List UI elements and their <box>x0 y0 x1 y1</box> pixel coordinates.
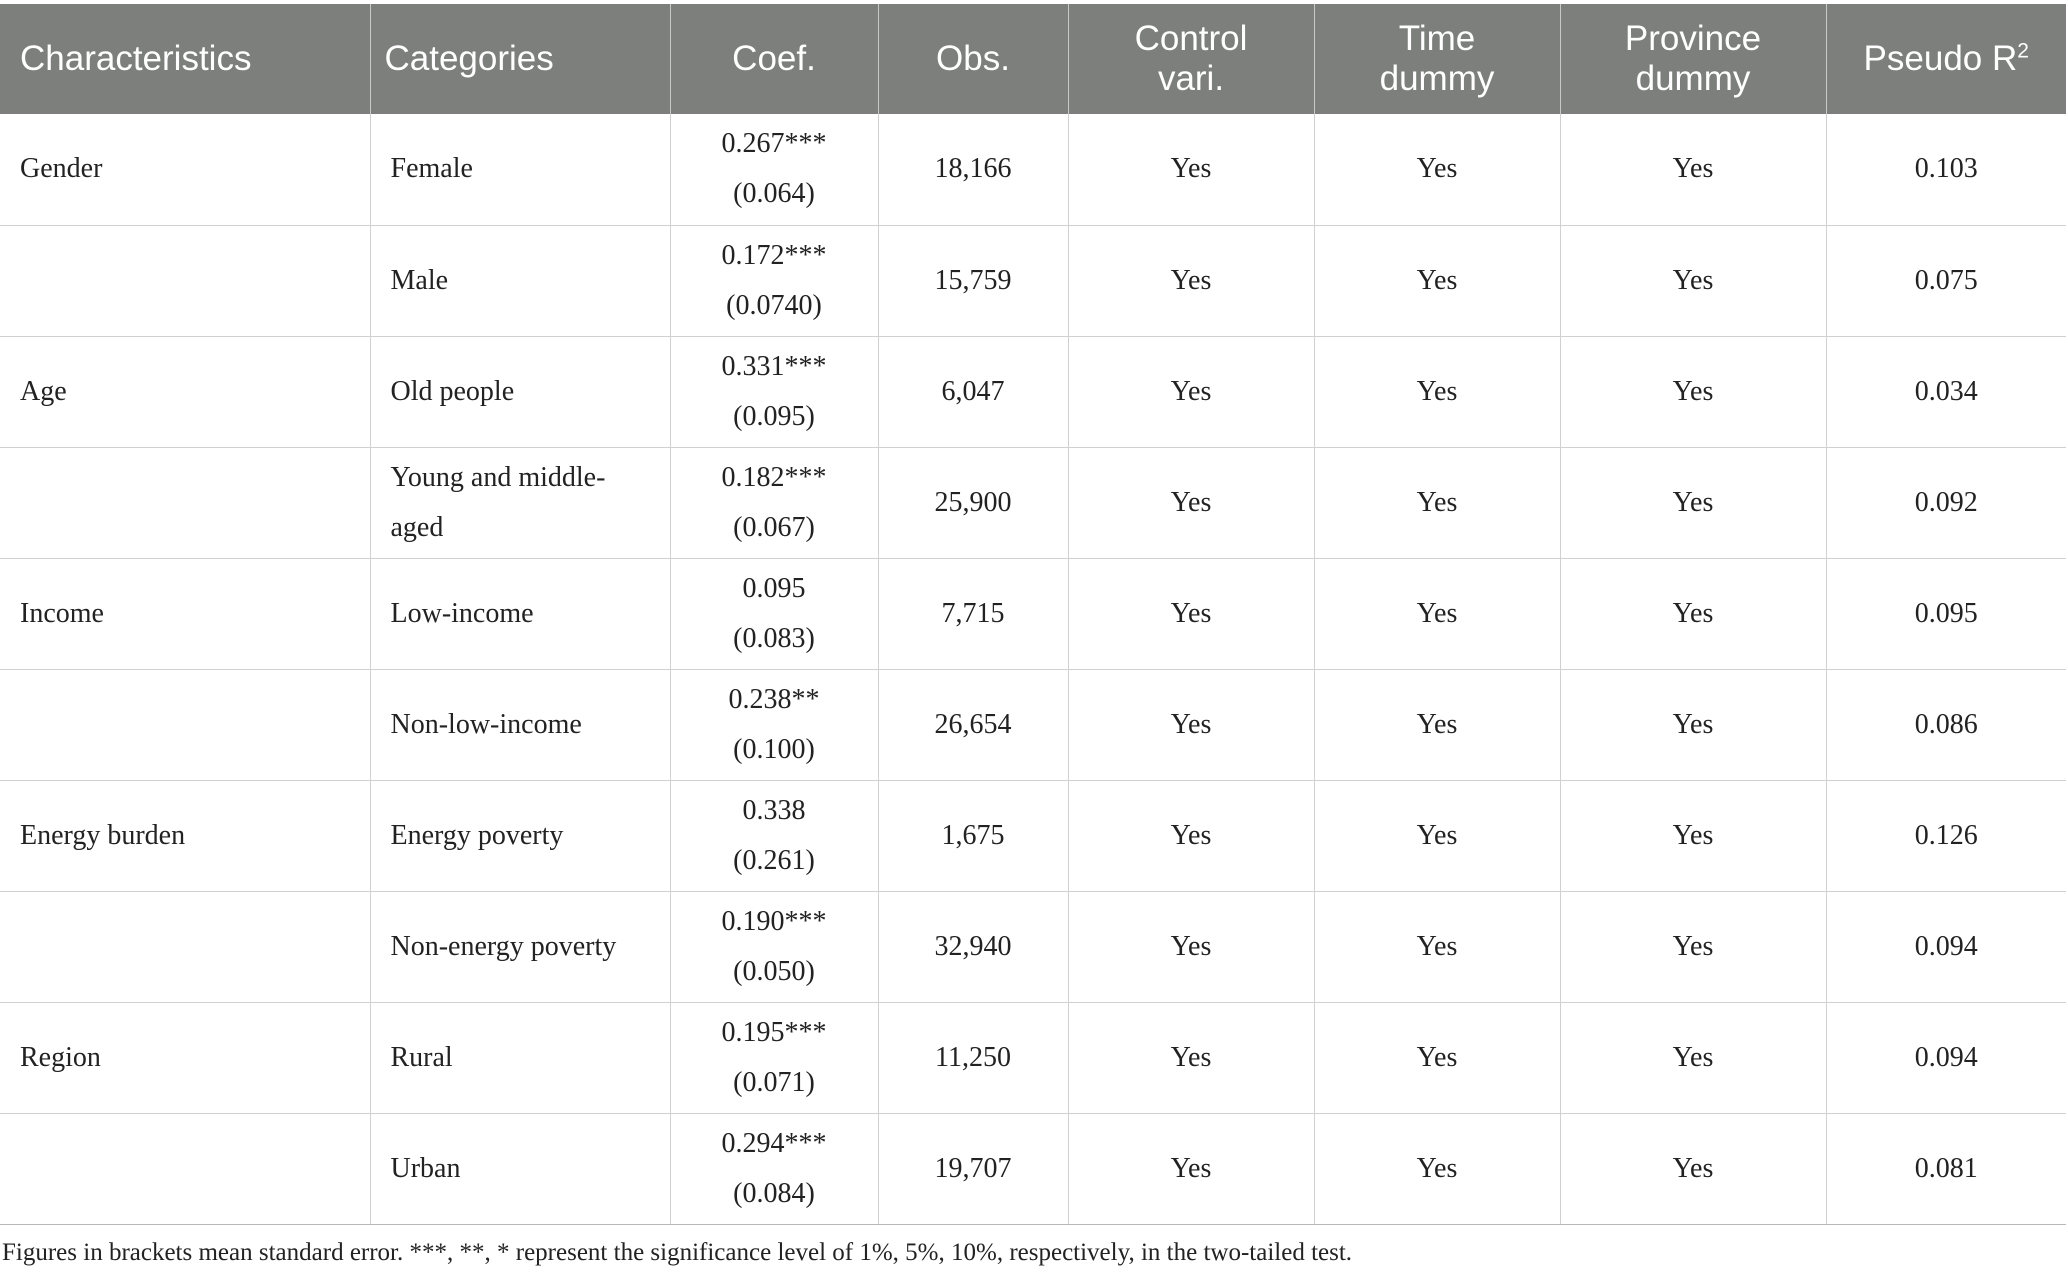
table-row <box>0 558 2066 669</box>
header-time-line1: Time <box>1398 19 1476 58</box>
coef-standard-error: (0.071) <box>733 1066 815 1098</box>
cell-control-variables: Yes <box>1068 1113 1314 1224</box>
header-province-dummy <box>1560 4 1826 114</box>
coef-estimate: 0.338 <box>742 794 806 826</box>
results-table <box>0 4 2066 1225</box>
cell-pseudo-r2: 0.086 <box>1826 669 2066 780</box>
cell-province-dummy: Yes <box>1560 780 1826 891</box>
coef-standard-error: (0.0740) <box>726 289 822 321</box>
coef-standard-error: (0.261) <box>733 844 815 876</box>
cell-province-dummy: Yes <box>1560 225 1826 336</box>
cell-characteristic <box>0 1113 370 1224</box>
header-coef: Coef. <box>670 4 878 114</box>
cell-time-dummy: Yes <box>1314 447 1560 558</box>
cell-coef <box>670 114 878 225</box>
cell-characteristic <box>0 891 370 1002</box>
cell-time-dummy: Yes <box>1314 336 1560 447</box>
header-pseudo-r-sup: 2 <box>2017 39 2029 63</box>
cell-obs: 25,900 <box>878 447 1068 558</box>
coef-estimate: 0.294*** <box>721 1127 827 1159</box>
cell-obs: 7,715 <box>878 558 1068 669</box>
cell-characteristic: Energy burden <box>0 780 370 891</box>
coef-estimate: 0.331*** <box>721 350 827 382</box>
cell-obs: 1,675 <box>878 780 1068 891</box>
table-row <box>0 447 2066 558</box>
cell-characteristic: Gender <box>0 114 370 225</box>
cell-obs: 32,940 <box>878 891 1068 1002</box>
cell-coef <box>670 1002 878 1113</box>
cell-time-dummy: Yes <box>1314 669 1560 780</box>
coef-standard-error: (0.064) <box>733 178 815 210</box>
cell-province-dummy: Yes <box>1560 447 1826 558</box>
cell-obs: 19,707 <box>878 1113 1068 1224</box>
header-control-line2: vari. <box>1157 59 1225 98</box>
table-row <box>0 669 2066 780</box>
cell-obs: 6,047 <box>878 336 1068 447</box>
table-row <box>0 114 2066 225</box>
table-row <box>0 780 2066 891</box>
coef-standard-error: (0.095) <box>733 400 815 432</box>
coef-standard-error: (0.050) <box>733 955 815 987</box>
table-header <box>0 4 2066 114</box>
cell-province-dummy: Yes <box>1560 669 1826 780</box>
cell-characteristic <box>0 225 370 336</box>
header-categories: Categories <box>370 4 670 114</box>
cell-province-dummy: Yes <box>1560 1002 1826 1113</box>
coef-estimate: 0.195*** <box>721 1016 827 1048</box>
cell-time-dummy: Yes <box>1314 780 1560 891</box>
coef-estimate: 0.190*** <box>721 905 827 937</box>
cell-category: Male <box>370 225 670 336</box>
cell-pseudo-r2: 0.092 <box>1826 447 2066 558</box>
cell-control-variables: Yes <box>1068 447 1314 558</box>
table-footnote: Figures in brackets mean standard error. ***, **, * represent the significance level of 1%, 5%, 10%, respectively, in the two-tailed test. <box>2 1238 1353 1266</box>
cell-control-variables: Yes <box>1068 891 1314 1002</box>
table-row <box>0 1113 2066 1224</box>
cell-category: Rural <box>370 1002 670 1113</box>
cell-coef <box>670 447 878 558</box>
cell-characteristic: Age <box>0 336 370 447</box>
cell-province-dummy: Yes <box>1560 1113 1826 1224</box>
cell-coef <box>670 1113 878 1224</box>
cell-obs: 15,759 <box>878 225 1068 336</box>
header-province-line2: dummy <box>1635 59 1751 98</box>
coef-standard-error: (0.100) <box>733 733 815 765</box>
cell-coef <box>670 891 878 1002</box>
cell-province-dummy: Yes <box>1560 336 1826 447</box>
cell-pseudo-r2: 0.126 <box>1826 780 2066 891</box>
header-obs: Obs. <box>878 4 1068 114</box>
header-time-line2: dummy <box>1379 59 1495 98</box>
table-row <box>0 1002 2066 1113</box>
cell-time-dummy: Yes <box>1314 225 1560 336</box>
cell-characteristic: Region <box>0 1002 370 1113</box>
table-row <box>0 225 2066 336</box>
cell-pseudo-r2: 0.103 <box>1826 114 2066 225</box>
cell-characteristic <box>0 669 370 780</box>
cell-province-dummy: Yes <box>1560 114 1826 225</box>
cell-control-variables: Yes <box>1068 780 1314 891</box>
table-row <box>0 336 2066 447</box>
header-province-line1: Province <box>1624 19 1762 58</box>
header-row <box>0 4 2066 114</box>
cell-control-variables: Yes <box>1068 558 1314 669</box>
coef-estimate: 0.267*** <box>721 128 827 160</box>
cell-coef <box>670 336 878 447</box>
cell-pseudo-r2: 0.095 <box>1826 558 2066 669</box>
cell-control-variables: Yes <box>1068 336 1314 447</box>
coef-standard-error: (0.084) <box>733 1177 815 1209</box>
cell-time-dummy: Yes <box>1314 891 1560 1002</box>
coef-estimate: 0.182*** <box>721 461 827 493</box>
cell-coef <box>670 780 878 891</box>
table-body <box>0 114 2066 1224</box>
cell-time-dummy: Yes <box>1314 114 1560 225</box>
header-control-line1: Control <box>1134 19 1248 58</box>
cell-obs: 18,166 <box>878 114 1068 225</box>
cell-obs: 26,654 <box>878 669 1068 780</box>
cell-control-variables: Yes <box>1068 669 1314 780</box>
cell-pseudo-r2: 0.075 <box>1826 225 2066 336</box>
cell-category: Female <box>370 114 670 225</box>
header-characteristics: Characteristics <box>0 4 370 114</box>
coef-estimate: 0.238** <box>728 683 820 715</box>
header-pseudo-r2 <box>1826 4 2066 114</box>
coef-estimate: 0.095 <box>742 572 806 604</box>
cell-characteristic <box>0 447 370 558</box>
coef-estimate: 0.172*** <box>721 239 827 271</box>
header-control-variables <box>1068 4 1314 114</box>
cell-control-variables: Yes <box>1068 114 1314 225</box>
cell-characteristic: Income <box>0 558 370 669</box>
cell-pseudo-r2: 0.081 <box>1826 1113 2066 1224</box>
header-pseudo-r-text: Pseudo R <box>1863 39 2018 78</box>
cell-category: Urban <box>370 1113 670 1224</box>
cell-pseudo-r2: 0.094 <box>1826 1002 2066 1113</box>
cell-pseudo-r2: 0.094 <box>1826 891 2066 1002</box>
cell-time-dummy: Yes <box>1314 1113 1560 1224</box>
cell-category: Old people <box>370 336 670 447</box>
cell-category: Non-energy poverty <box>370 891 670 1002</box>
cell-time-dummy: Yes <box>1314 1002 1560 1113</box>
document <box>0 4 2066 1269</box>
coef-standard-error: (0.083) <box>733 622 815 654</box>
cell-coef <box>670 669 878 780</box>
cell-obs: 11,250 <box>878 1002 1068 1113</box>
cell-category: Low-income <box>370 558 670 669</box>
cell-time-dummy: Yes <box>1314 558 1560 669</box>
cell-province-dummy: Yes <box>1560 558 1826 669</box>
cell-category: Energy poverty <box>370 780 670 891</box>
cell-coef <box>670 225 878 336</box>
cell-pseudo-r2: 0.034 <box>1826 336 2066 447</box>
cell-control-variables: Yes <box>1068 225 1314 336</box>
coef-standard-error: (0.067) <box>733 511 815 543</box>
cell-category: Non-low-income <box>370 669 670 780</box>
cell-province-dummy: Yes <box>1560 891 1826 1002</box>
header-time-dummy <box>1314 4 1560 114</box>
cell-control-variables: Yes <box>1068 1002 1314 1113</box>
table-row <box>0 891 2066 1002</box>
cell-coef <box>670 558 878 669</box>
cell-category: Young and middle-aged <box>370 447 670 558</box>
